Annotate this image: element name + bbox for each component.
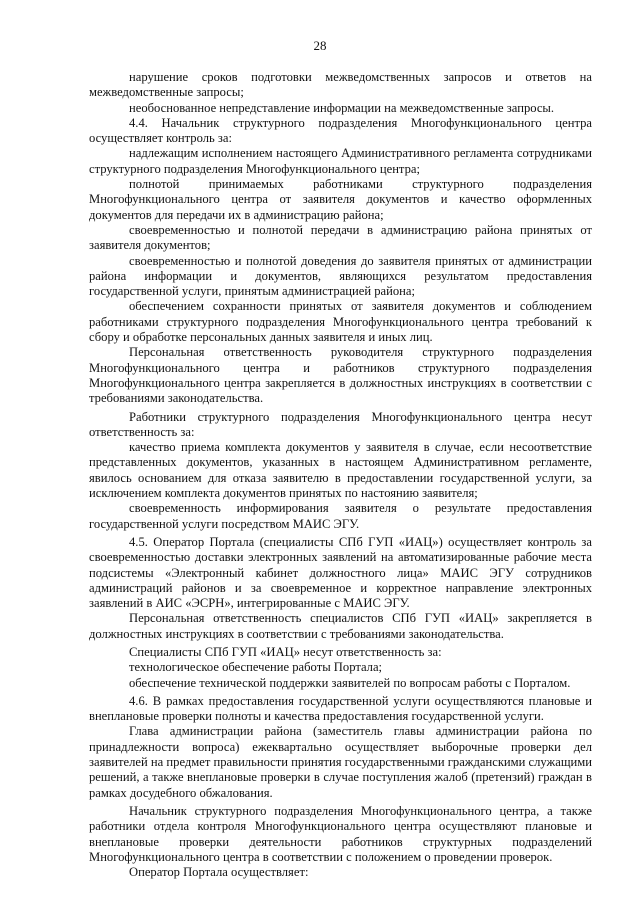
paragraph: необоснованное непредставление информации на межведомственные запросы. bbox=[129, 100, 555, 115]
paragraph: Персональная ответственность специалистов СПб ГУП «ИАЦ» закрепляется в должностных инструкциях в соответствии с требованиями законодательства. bbox=[89, 611, 592, 641]
paragraph: Глава администрации района (заместитель главы администрации района по принадлежности вопроса) ежеквартально осуществляет выборочные проверки дел заявителей на предмет правильности принятия государственными гражданскими служащими решений, а также внеплановые проверки в случае поступления жалоб (претензий) граждан в рамках досудебного обжалования. bbox=[89, 724, 592, 800]
paragraph: своевременностью и полнотой передачи в администрацию района принятых от заявителя документов; bbox=[89, 222, 592, 253]
paragraph: 4.6. В рамках предоставления государственной услуги осуществляются плановые и внеплановые проверки полноты и качества предоставления государственной услуги. bbox=[89, 693, 592, 724]
page-number: 28 bbox=[313, 38, 327, 53]
paragraph: своевременностью и полнотой доведения до заявителя принятых от администрации района информации и документов, являющихся результатом предоставления государственной услуги, принятым администрацией района; bbox=[89, 253, 592, 299]
paragraph: нарушение сроков подготовки межведомственных запросов и ответов на межведомственные запросы; bbox=[89, 70, 592, 100]
paragraph: своевременность информирования заявителя о результате предоставления государственной услуги посредством МАИС ЭГУ. bbox=[89, 501, 592, 531]
paragraph: Специалисты СПб ГУП «ИАЦ» несут ответственность за: bbox=[129, 644, 442, 659]
document-body bbox=[89, 70, 592, 880]
paragraph: 4.4. Начальник структурного подразделения Многофункционального центра осуществляет контроль за: bbox=[89, 115, 592, 146]
paragraph: обеспечением сохранности принятых от заявителя документов и соблюдением работниками структурного подразделения Многофункционального центра требований к сбору и обработке персональных данных заявителя и иных лиц. bbox=[89, 299, 592, 345]
paragraph: качество приема комплекта документов у заявителя в случае, если несоответствие представленных документов, указанных в настоящем Административном регламенте, явилось основанием для отказа заявителю в предоставлении государственной услуги, за исключением комплекта документов принятых по настоянию заявителя; bbox=[89, 440, 592, 501]
paragraph: полнотой принимаемых работниками структурного подразделения Многофункционального центра от заявителя документов и качество оформленных документов для передачи их в администрацию района; bbox=[89, 177, 592, 222]
paragraph: Оператор Портала осуществляет: bbox=[129, 865, 309, 880]
paragraph: технологическое обеспечение работы Портала; bbox=[129, 660, 383, 675]
paragraph: Персональная ответственность руководителя структурного подразделения Многофункционального центра и работников структурного подразделения Многофункционального центра закрепляется в должностных инструкциях в соответствии с требованиями законодательства. bbox=[89, 345, 592, 406]
paragraph: 4.5. Оператор Портала (специалисты СПб ГУП «ИАЦ») осуществляет контроль за своевременностью доставки электронных заявлений на автоматизированные рабочие места подсистемы «Электронный кабинет должностного лица» МАИС ЭГУ сотрудников администраций районов и за своевременное и корректное направление электронных заявлений в АИС «ЭСРН», интегрированные с МАИС ЭГУ. bbox=[89, 534, 592, 611]
paragraph: надлежащим исполнением настоящего Административного регламента сотрудниками структурного подразделения Многофункционального центра; bbox=[89, 146, 592, 176]
paragraph: Работники структурного подразделения Многофункционального центра несут ответственность за: bbox=[89, 409, 592, 439]
paragraph: Начальник структурного подразделения Многофункционального центра, а также работники отдела контроля Многофункционального центра осуществляют плановые и внеплановые проверки деятельности работников структурных подразделений Многофункционального центра в соответствии с положением о проведении проверок. bbox=[89, 803, 592, 864]
paragraph: обеспечение технической поддержки заявителей по вопросам работы с Порталом. bbox=[129, 675, 571, 690]
